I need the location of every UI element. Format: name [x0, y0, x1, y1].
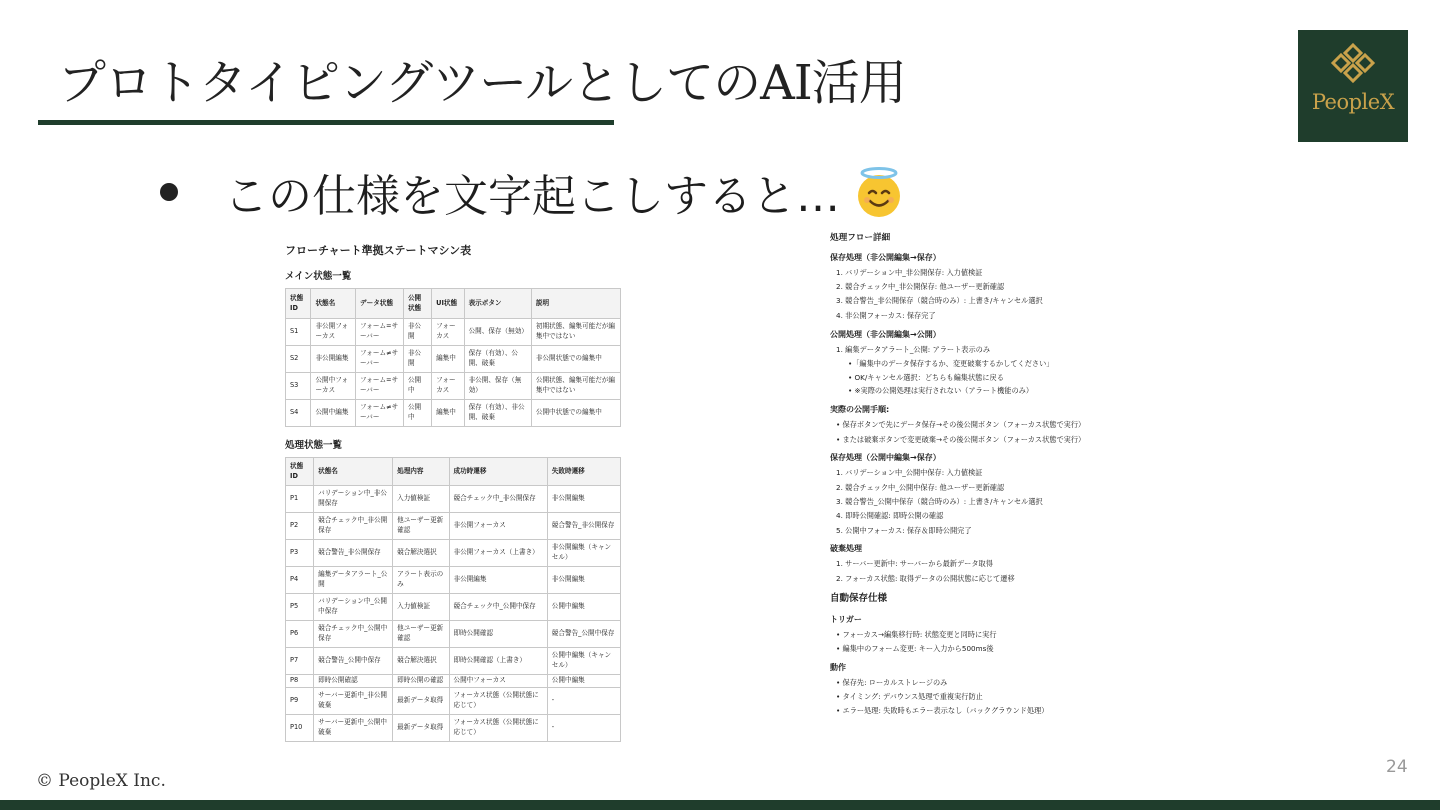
logo-text: PeopleX — [1311, 90, 1395, 114]
table-cell: P1 — [286, 486, 314, 513]
table-cell: 競合警告_公開中保存 — [314, 648, 393, 675]
list-item: • タイミング: デバウンス処理で重複実行防止 — [836, 692, 983, 702]
behavior-heading: 動作 — [830, 662, 846, 672]
list-item: 4. 即時公開確認: 即時公開の確認 — [836, 511, 944, 521]
table-cell: 非公開フォーカス — [449, 513, 547, 540]
actual-publish-heading: 実際の公開手順: — [830, 405, 890, 415]
title-underline — [38, 120, 614, 125]
table-row — [286, 621, 621, 648]
list-item: 3. 競合警告_非公開保存（競合時のみ）: 上書き/キャンセル選択 — [836, 296, 1043, 306]
table-cell: フォーカス — [432, 319, 464, 346]
table-cell: 保存（有効）、公開、破棄 — [464, 346, 531, 373]
list-item: 4. 非公開フォーカス: 保存完了 — [836, 310, 936, 320]
trigger-heading: トリガー — [830, 614, 862, 624]
table-row — [286, 346, 621, 373]
list-item: • OK/キャンセル選択：どちらも編集状態に戻る — [848, 372, 1004, 382]
table-cell: 他ユーザー更新確認 — [393, 513, 449, 540]
table-header: 表示ボタン — [464, 289, 531, 319]
table-cell: 非公開 — [403, 346, 431, 373]
table-cell: 公開状態、編集可能だが編集中ではない — [531, 373, 620, 400]
table-cell: フォーカス状態（公開状態に応じて） — [449, 688, 547, 715]
table-cell: S4 — [286, 400, 311, 427]
list-item: • フォーカス→編集移行時: 状態変更と同時に実行 — [836, 629, 997, 639]
list-item: • ※実際の公開処理は実行されない（アラート機能のみ） — [848, 386, 1034, 396]
autosave-heading: 自動保存仕様 — [830, 593, 888, 605]
footer-bar — [0, 800, 1440, 810]
table-cell: 入力値検証 — [393, 486, 449, 513]
table-cell: - — [547, 688, 620, 715]
table-cell: 公開中状態での編集中 — [531, 400, 620, 427]
table-row — [286, 715, 621, 742]
table-cell: 競合チェック中_公開中保存 — [449, 594, 547, 621]
table-row — [286, 567, 621, 594]
table-cell: 公開中フォーカス — [311, 373, 356, 400]
table-cell: 競合チェック中_非公開保存 — [449, 486, 547, 513]
table-cell: P10 — [286, 715, 314, 742]
table-cell: 競合解決選択 — [393, 540, 449, 567]
table-cell: 非公開フォーカス（上書き） — [449, 540, 547, 567]
page-number: 24 — [1386, 757, 1408, 777]
list-item: 1. バリデーション中_非公開保存: 入力値検証 — [836, 267, 983, 277]
table-cell: フォーカス — [432, 373, 464, 400]
table-cell: 入力値検証 — [393, 594, 449, 621]
table-cell: P7 — [286, 648, 314, 675]
table-cell: 編集中 — [432, 346, 464, 373]
bullet-text: この仕様を文字起こしすると… — [224, 171, 840, 222]
table-cell: 即時公開確認 — [449, 621, 547, 648]
table-cell: フォーカス状態（公開状態に応じて） — [449, 715, 547, 742]
actual-publish-list — [830, 420, 1130, 445]
table-cell: 他ユーザー更新確認 — [393, 621, 449, 648]
table-cell: 非公開編集 — [547, 486, 620, 513]
list-item: • 編集中のフォーム変更: キー入力から500ms後 — [836, 643, 994, 653]
table-cell: 非公開編集 — [547, 567, 620, 594]
table-cell: 非公開編集 — [311, 346, 356, 373]
main-states-heading: メイン状態一覧 — [285, 271, 352, 282]
table-cell: バリデーション中_非公開保存 — [314, 486, 393, 513]
table-header: 失敗時遷移 — [547, 458, 620, 486]
table-cell: 非公開編集（キャンセル） — [547, 540, 620, 567]
table-cell: アラート表示のみ — [393, 567, 449, 594]
publish-sublist — [830, 359, 1130, 397]
table-cell: 即時公開の確認 — [393, 675, 449, 688]
table-cell: 競合警告_公開中保存 — [547, 621, 620, 648]
list-item: 5. 公開中フォーカス: 保存＆即時公開完了 — [836, 525, 972, 535]
trigger-list — [830, 630, 1130, 655]
slide-title: プロトタイピングツールとしてのAI活用 — [58, 55, 906, 111]
main-states-table — [285, 288, 621, 427]
table-row — [286, 688, 621, 715]
table-cell: 公開中編集 — [311, 400, 356, 427]
table-header: UI状態 — [432, 289, 464, 319]
copyright: © PeopleX Inc. — [36, 771, 166, 791]
table-cell: フォーム≠サーバー — [356, 346, 404, 373]
table-cell: P8 — [286, 675, 314, 688]
table-header: データ状態 — [356, 289, 404, 319]
list-item: • 保存ボタンで先にデータ保存→その後公開ボタン（フォーカス状態で実行） — [836, 420, 1086, 430]
table-row — [286, 540, 621, 567]
table-header: 処理内容 — [393, 458, 449, 486]
table-cell: 即時公開確認 — [314, 675, 393, 688]
table-cell: フォーム≠サーバー — [356, 400, 404, 427]
table-row — [286, 319, 621, 346]
table-cell: 最新データ取得 — [393, 715, 449, 742]
list-item: •「編集中のデータ保存するか、変更破棄するかしてください」 — [848, 358, 1054, 368]
list-item: • エラー処理: 失敗時もエラー表示なし（バックグラウンド処理） — [836, 706, 1049, 716]
table-cell: 編集中 — [432, 400, 464, 427]
peoplex-logo — [1298, 30, 1408, 142]
list-item: 2. 競合チェック中_公開中保存: 他ユーザー更新確認 — [836, 482, 1005, 492]
table-cell: 非公開状態での編集中 — [531, 346, 620, 373]
table-header: 成功時遷移 — [449, 458, 547, 486]
table-cell: S1 — [286, 319, 311, 346]
table-row — [286, 648, 621, 675]
table-cell: 最新データ取得 — [393, 688, 449, 715]
table-cell: 編集データアラート_公開 — [314, 567, 393, 594]
table-cell: サーバー更新中_非公開破棄 — [314, 688, 393, 715]
table-cell: - — [547, 715, 620, 742]
table-cell: フォーム=サーバー — [356, 373, 404, 400]
table-cell: 競合警告_非公開保存 — [547, 513, 620, 540]
table-cell: 公開中フォーカス — [449, 675, 547, 688]
table-row — [286, 513, 621, 540]
table-header: 状態名 — [311, 289, 356, 319]
table-cell: S3 — [286, 373, 311, 400]
table-header: 状態名 — [314, 458, 393, 486]
table-cell: 初期状態、編集可能だが編集中ではない — [531, 319, 620, 346]
list-item: • 保存先: ローカルストレージのみ — [836, 677, 948, 687]
table-cell: P6 — [286, 621, 314, 648]
list-item: 2. フォーカス状態: 取得データの公開状態に応じて遷移 — [836, 573, 1015, 583]
public-save-list — [830, 468, 1130, 536]
private-save-heading: 保存処理（非公開編集→保存） — [830, 252, 941, 262]
publish-list — [830, 345, 1130, 356]
table-cell: 公開中編集 — [547, 675, 620, 688]
table-cell: 非公開編集 — [449, 567, 547, 594]
bullet-line — [160, 160, 908, 224]
table-row — [286, 486, 621, 513]
flow-title: 処理フロー詳細 — [830, 233, 891, 243]
table-cell: 公開中 — [403, 400, 431, 427]
table-cell: フォーム=サーバー — [356, 319, 404, 346]
table-cell: P3 — [286, 540, 314, 567]
publish-heading: 公開処理（非公開編集→公開） — [830, 329, 941, 339]
private-save-list — [830, 268, 1130, 322]
table-row — [286, 373, 621, 400]
table-cell: 公開、保存（無効） — [464, 319, 531, 346]
list-item: 1. 編集データアラート_公開: アラート表示のみ — [836, 344, 991, 354]
table-cell: バリデーション中_公開中保存 — [314, 594, 393, 621]
process-states-heading: 処理状態一覧 — [285, 440, 343, 451]
table-cell: 競合チェック中_公開中保存 — [314, 621, 393, 648]
table-cell: P5 — [286, 594, 314, 621]
smiling-face-with-halo-icon — [850, 166, 908, 218]
table-row — [286, 675, 621, 688]
table-header: 公開状態 — [403, 289, 431, 319]
list-item: 1. サーバー更新中: サーバーから最新データ取得 — [836, 559, 993, 569]
table-cell: 非公開、保存（無効） — [464, 373, 531, 400]
table-cell: 公開中編集（キャンセル） — [547, 648, 620, 675]
table-cell: 競合警告_非公開保存 — [314, 540, 393, 567]
table-cell: 公開中 — [403, 373, 431, 400]
doc-title: フローチャート準拠ステートマシン表 — [285, 244, 472, 257]
diamond-knot-icon — [1330, 42, 1376, 84]
table-cell: 保存（有効）、非公開、破棄 — [464, 400, 531, 427]
table-cell: 非公開 — [403, 319, 431, 346]
table-header: 状態ID — [286, 289, 311, 319]
state-machine-document — [285, 242, 621, 742]
list-item: 2. 競合チェック中_非公開保存: 他ユーザー更新確認 — [836, 282, 1005, 292]
list-item: • または破棄ボタンで変更破棄→その後公開ボタン（フォーカス状態で実行） — [836, 434, 1086, 444]
list-item: 1. バリデーション中_公開中保存: 入力値検証 — [836, 468, 983, 478]
table-cell: 競合チェック中_非公開保存 — [314, 513, 393, 540]
process-states-table — [285, 457, 621, 742]
public-save-heading: 保存処理（公開中編集→保存） — [830, 453, 941, 463]
table-cell: S2 — [286, 346, 311, 373]
table-cell: 競合解決選択 — [393, 648, 449, 675]
table-cell: 即時公開確認（上書き） — [449, 648, 547, 675]
table-row — [286, 400, 621, 427]
table-cell: 公開中編集 — [547, 594, 620, 621]
table-cell: P9 — [286, 688, 314, 715]
table-row — [286, 594, 621, 621]
discard-heading: 破棄処理 — [830, 544, 862, 554]
behavior-list — [830, 678, 1130, 717]
table-cell: P2 — [286, 513, 314, 540]
table-cell: サーバー更新中_公開中破棄 — [314, 715, 393, 742]
process-flow-document — [830, 232, 1130, 721]
table-cell: P4 — [286, 567, 314, 594]
list-item: 3. 競合警告_公開中保存（競合時のみ）: 上書き/キャンセル選択 — [836, 496, 1043, 506]
bullet-dot — [160, 183, 178, 201]
table-header: 説明 — [531, 289, 620, 319]
table-cell: 非公開フォーカス — [311, 319, 356, 346]
table-header: 状態ID — [286, 458, 314, 486]
discard-list — [830, 559, 1130, 584]
